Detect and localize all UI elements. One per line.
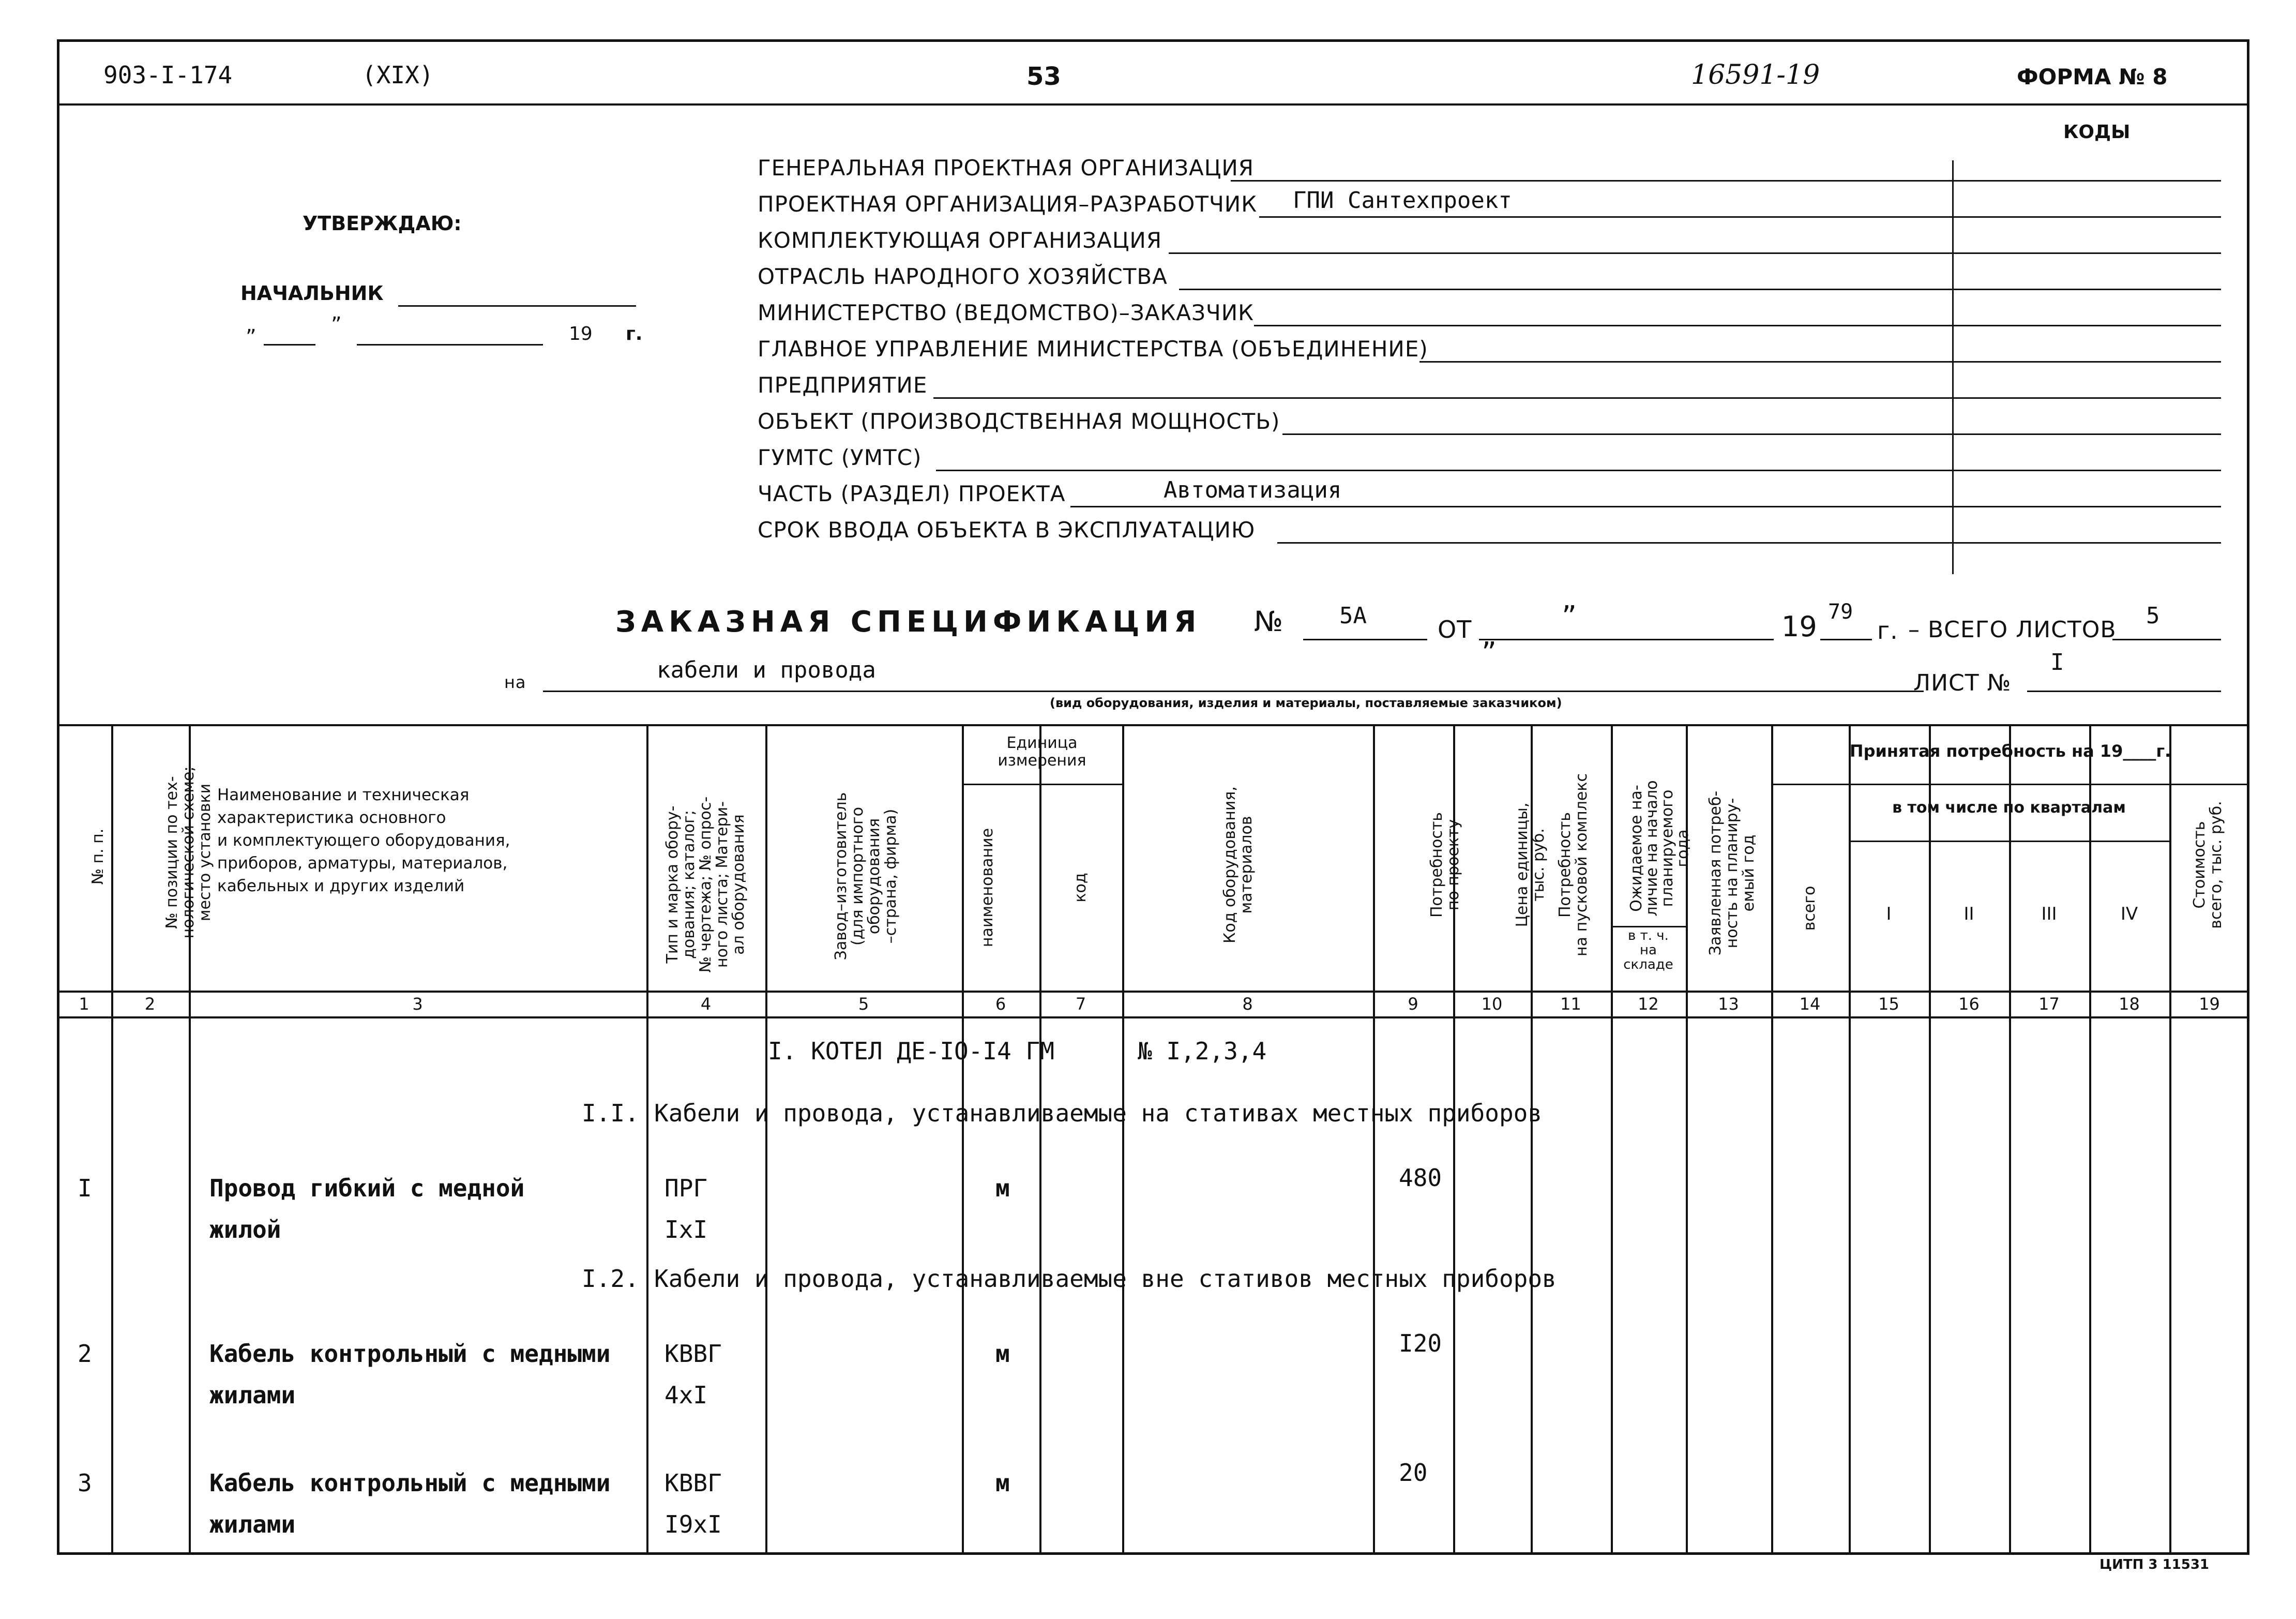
date-year-prefix: 19 [569, 323, 593, 344]
column-line [2089, 724, 2091, 1555]
spec-sheet-value: I [2050, 649, 2064, 676]
row-type-line-2: I9xI [664, 1510, 722, 1538]
row-unit: м [995, 1469, 1010, 1497]
spec-from-label: ОТ [1438, 616, 1472, 643]
org-field-label: ГЛАВНОЕ УПРАВЛЕНИЕ МИНИСТЕРСТВА (ОБЪЕДИНЕНИЕ) [758, 336, 1428, 362]
spec-year-suffix: г. [1877, 617, 1898, 644]
codes-divider [1952, 160, 1954, 574]
form-label: ФОРМА № 8 [2017, 64, 2168, 89]
org-field-line [1231, 180, 2221, 182]
column-number: 19 [2199, 994, 2220, 1014]
spec-no-label: № [1254, 605, 1283, 638]
subsection-2-number: I.2. [582, 1265, 639, 1293]
org-field-label: ПРЕДПРИЯТИЕ [758, 372, 928, 398]
row-type-line-1: КВВГ [664, 1469, 722, 1497]
org-field-label: ГЕНЕРАЛЬНАЯ ПРОЕКТНАЯ ОРГАНИЗАЦИЯ [758, 155, 1254, 181]
col-header-7: код [1071, 873, 1090, 903]
column-line [646, 724, 648, 1555]
column-line [111, 724, 113, 1555]
col-header-8: Код оборудования, материалов [1221, 786, 1256, 943]
org-field-label: СРОК ВВОДА ОБЪЕКТА В ЭКСПЛУАТАЦИЮ [758, 517, 1256, 543]
page-number: 53 [1026, 62, 1061, 91]
col-header-1: № п. п. [89, 828, 107, 885]
column-number: 12 [1638, 994, 1659, 1014]
spec-on-line [543, 691, 1924, 692]
spec-year-line [1820, 639, 1872, 640]
subsection-2-title: Кабели и провода, устанавливаемые вне стативов местных приборов [654, 1265, 1557, 1293]
org-field-label: ОТРАСЛЬ НАРОДНОГО ХОЗЯЙСТВА [758, 264, 1168, 289]
org-field-label: ПРОЕКТНАЯ ОРГАНИЗАЦИЯ–РАЗРАБОТЧИК [758, 191, 1258, 217]
row-quantity: I20 [1399, 1329, 1442, 1357]
section-note: № I,2,3,4 [1138, 1037, 1267, 1065]
column-line [1122, 724, 1124, 1555]
col-header-quarters: в том числе по кварталам [1892, 799, 2126, 817]
column-number: 18 [2119, 994, 2140, 1014]
row-number: 3 [78, 1469, 92, 1497]
col-header-17: III [2041, 904, 2057, 924]
col-header-13: Заявленная потреб- ность на планиру- емый год [1706, 790, 1758, 956]
footer-stamp: ЦИТП 3 11531 [2099, 1557, 2210, 1572]
row-type-line-2: 4xI [664, 1381, 708, 1409]
date-day-line [264, 344, 315, 346]
org-field-line [933, 397, 2221, 399]
column-line [2169, 724, 2171, 1555]
col-header-3: Наименование и техническая характеристика основного и комплектующего оборудования, приборов, арматуры, материалов, кабельных и других изделий [217, 786, 510, 895]
spec-sheet-label: ЛИСТ № [1913, 670, 2012, 696]
handwritten-ref: 16591-19 [1691, 59, 1820, 91]
spec-on-value: кабели и провода [657, 657, 876, 683]
col-header-5: Завод–изготовитель (для импортного оборудования –страна, фирма) [832, 792, 900, 961]
col-header-19: Стоимость всего, тыс. руб. [2191, 801, 2225, 929]
org-field-line [1277, 542, 2221, 544]
row-name-line-2: жилой [209, 1216, 281, 1243]
column-line [962, 724, 964, 1555]
subsection-1-title: Кабели и провода, устанавливаемые на стативах местных приборов [654, 1099, 1543, 1127]
col-header-16: II [1963, 904, 1974, 924]
org-field-line [1179, 289, 2221, 290]
row-name-line-2: жилами [209, 1510, 296, 1538]
spec-quote-close: ” [1482, 636, 1497, 670]
row-name-line-1: Кабель контрольный с медными [209, 1469, 611, 1497]
org-field-line [936, 470, 2221, 471]
org-field-label: МИНИСТЕРСТВО (ВЕДОМСТВО)–ЗАКАЗЧИК [758, 300, 1254, 325]
column-number: 4 [700, 994, 712, 1014]
column-number: 10 [1481, 994, 1503, 1014]
column-line [1771, 724, 1773, 1555]
column-line [1373, 724, 1375, 1555]
col-header-11: Потребность на пусковой комплекс [1556, 773, 1591, 956]
spec-sheets-line [2112, 639, 2221, 640]
row-name-line-1: Кабель контрольный с медными [209, 1340, 611, 1368]
col-header-9: Потребность по проекту [1428, 812, 1462, 918]
column-number-bottom [57, 1016, 2249, 1018]
spec-sheet-line [2027, 691, 2221, 692]
row-unit: м [995, 1174, 1010, 1202]
column-number: 6 [995, 994, 1006, 1014]
col-header-10: Цена единицы, тыс. руб. [1513, 802, 1548, 927]
org-field-label: ЧАСТЬ (РАЗДЕЛ) ПРОЕКТА [758, 481, 1066, 506]
date-close-quote: ” [331, 313, 342, 337]
row-quantity: 20 [1399, 1459, 1428, 1487]
col-header-12b: в т. ч. на складе [1623, 928, 1673, 972]
col-header-12: Ожидаемое на- личие на начало планируемого года [1627, 780, 1692, 917]
row-type-line-1: КВВГ [664, 1340, 722, 1368]
org-field-line [1169, 252, 2221, 254]
column-number: 17 [2038, 994, 2060, 1014]
column-line [2009, 724, 2011, 1555]
col-header-2: № позиции по тех- нологической схеме; место установки [163, 766, 214, 939]
column-number: 16 [1958, 994, 1980, 1014]
col-header-unit: Единица измерения [998, 734, 1086, 770]
section-title: I. КОТЕЛ ДЕ-IO-I4 ГМ [768, 1037, 1054, 1065]
column-line [1929, 724, 1931, 1555]
column-number: 7 [1075, 994, 1086, 1014]
column-number: 14 [1799, 994, 1821, 1014]
column-line [1611, 724, 1613, 1555]
spec-year-prefix: 19 [1781, 610, 1817, 643]
column-number: 1 [79, 994, 89, 1014]
row-type-line-1: ПРГ [664, 1174, 708, 1202]
row-type-line-2: IxI [664, 1216, 708, 1243]
column-line [765, 724, 767, 1555]
spec-sheets-value: 5 [2146, 603, 2160, 629]
row-name-line-2: жилами [209, 1381, 296, 1409]
date-open-quote: „ [246, 313, 256, 337]
table-top [57, 724, 2249, 726]
column-line [1849, 724, 1851, 1555]
unit-subheader-line [962, 784, 1122, 785]
org-field-line [1254, 325, 2221, 326]
row-number: 2 [78, 1340, 92, 1368]
column-line [1039, 724, 1041, 1555]
row-quantity: 480 [1399, 1164, 1442, 1192]
spec-year-value: 79 [1828, 600, 1853, 624]
org-field-label: ГУМТС (УМТС) [758, 445, 922, 470]
org-field-line [1282, 433, 2221, 435]
subsection-1-number: I.I. [582, 1099, 639, 1127]
spec-quote-open: ” [1562, 600, 1577, 634]
row-name-line-1: Провод гибкий с медной [209, 1174, 525, 1202]
col-header-14: всего [1801, 886, 1819, 931]
date-year-suffix: г. [626, 323, 643, 344]
spec-date-line [1479, 639, 1774, 640]
album-number: (XIX) [362, 61, 434, 89]
approval-title: УТВЕРЖДАЮ: [303, 212, 462, 235]
header-divider [57, 103, 2249, 106]
column-number-top [57, 991, 2249, 993]
col-header-18: IV [2120, 904, 2138, 924]
spec-caption: (вид оборудования, изделия и материалы, поставляемые заказчиком) [1050, 696, 1562, 710]
org-field-line [1070, 506, 2221, 507]
col-header-4: Тип и марка обору- дования; каталог; № чертежа; № опрос- ного листа; Матери- ал оборудования [663, 796, 748, 973]
codes-label: КОДЫ [2063, 122, 2131, 143]
chief-label: НАЧАЛЬНИК [240, 282, 384, 305]
spec-no-value: 5А [1339, 603, 1367, 629]
column-number: 11 [1560, 994, 1581, 1014]
spec-sheets-label: – ВСЕГО ЛИСТОВ [1908, 617, 2117, 643]
col-header-6: наименование [978, 828, 996, 948]
org-field-value: ГПИ Сантехпроект [1293, 187, 1512, 214]
column-number: 5 [858, 994, 869, 1014]
spec-no-line [1303, 639, 1427, 640]
org-field-value: Автоматизация [1164, 477, 1342, 503]
doc-number: 903-I-174 [103, 61, 233, 89]
column-number: 13 [1718, 994, 1739, 1014]
org-field-line [1259, 216, 2221, 218]
column-number: 8 [1242, 994, 1253, 1014]
col-header-accepted: Принятая потребность на 19____г. [1849, 741, 2171, 761]
row-number: I [78, 1174, 92, 1202]
spec-on-label: на [504, 672, 526, 692]
column-number: 15 [1878, 994, 1899, 1014]
org-field-label: КОМПЛЕКТУЮЩАЯ ОРГАНИЗАЦИЯ [758, 228, 1162, 253]
org-field-line [1419, 361, 2221, 363]
spec-title: ЗАКАЗНАЯ СПЕЦИФИКАЦИЯ [615, 605, 1202, 639]
row-unit: м [995, 1340, 1010, 1368]
column-number: 2 [144, 994, 156, 1014]
column-number: 9 [1408, 994, 1418, 1014]
chief-line [398, 305, 636, 307]
column-number: 3 [412, 994, 423, 1014]
date-month-line [357, 344, 543, 346]
col-header-15: I [1886, 904, 1892, 924]
org-field-label: ОБЪЕКТ (ПРОИЗВОДСТВЕННАЯ МОЩНОСТЬ) [758, 409, 1280, 434]
